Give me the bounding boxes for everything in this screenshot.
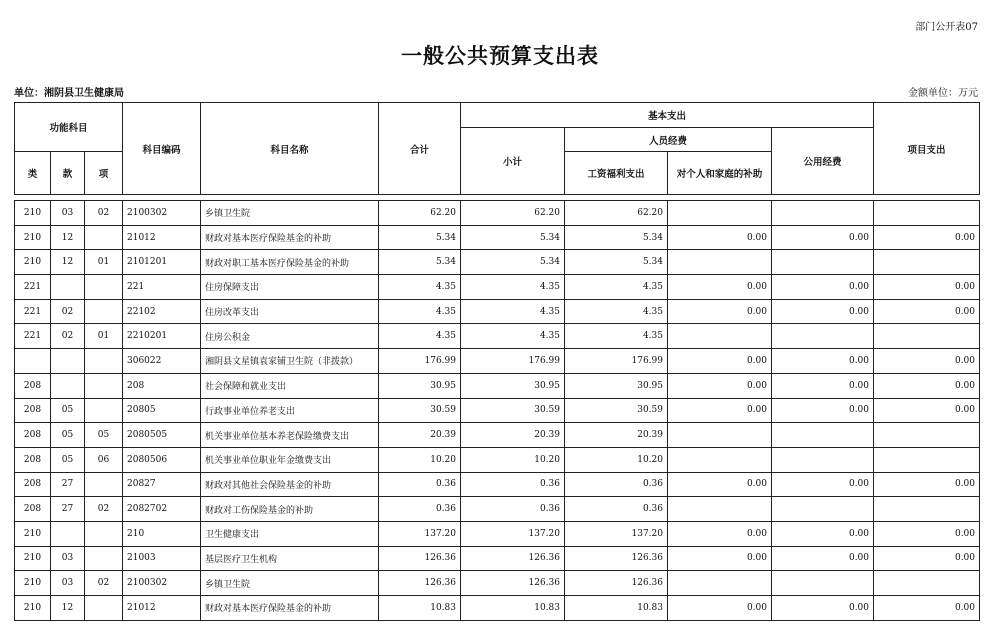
cell-lei: 208 <box>15 398 51 423</box>
cell-lei: 210 <box>15 250 51 275</box>
cell-public: 0.00 <box>772 349 874 374</box>
cell-name: 财政对基本医疗保险基金的补助 <box>201 225 379 250</box>
cell-project: 0.00 <box>874 275 980 300</box>
cell-kuan: 05 <box>51 398 85 423</box>
table-row <box>15 275 980 300</box>
cell-subtotal: 4.35 <box>461 324 565 349</box>
table-row <box>15 373 980 398</box>
cell-project: 0.00 <box>874 596 980 621</box>
cell-subsidy: 0.00 <box>668 349 772 374</box>
cell-name: 机关事业单位职业年金缴费支出 <box>201 447 379 472</box>
cell-project: 0.00 <box>874 299 980 324</box>
cell-xiang <box>85 596 123 621</box>
currency-unit-label: 金额单位：万元 <box>908 88 978 99</box>
cell-kuan <box>51 373 85 398</box>
cell-lei: 208 <box>15 472 51 497</box>
cell-lei: 221 <box>15 299 51 324</box>
cell-project: 0.00 <box>874 225 980 250</box>
cell-public: 0.00 <box>772 275 874 300</box>
cell-total: 10.83 <box>379 596 461 621</box>
cell-xiang <box>85 373 123 398</box>
cell-project <box>874 497 980 522</box>
cell-subsidy: 0.00 <box>668 373 772 398</box>
header-code: 科目编码 <box>123 103 201 195</box>
cell-code: 210 <box>123 521 201 546</box>
cell-code: 2082702 <box>123 497 201 522</box>
cell-total: 4.35 <box>379 324 461 349</box>
cell-kuan: 02 <box>51 324 85 349</box>
cell-code: 20827 <box>123 472 201 497</box>
cell-xiang: 01 <box>85 250 123 275</box>
table-row <box>15 472 980 497</box>
cell-total: 62.20 <box>379 201 461 226</box>
header-public: 公用经费 <box>772 128 874 195</box>
cell-lei: 208 <box>15 497 51 522</box>
cell-subtotal: 62.20 <box>461 201 565 226</box>
header-func-subject: 功能科目 <box>15 103 123 152</box>
cell-kuan: 27 <box>51 472 85 497</box>
cell-total: 137.20 <box>379 521 461 546</box>
cell-name: 财政对工伤保险基金的补助 <box>201 497 379 522</box>
cell-kuan: 05 <box>51 423 85 448</box>
cell-wages: 4.35 <box>565 275 668 300</box>
cell-public <box>772 497 874 522</box>
cell-public: 0.00 <box>772 299 874 324</box>
cell-total: 10.20 <box>379 447 461 472</box>
cell-total: 30.59 <box>379 398 461 423</box>
cell-public <box>772 324 874 349</box>
cell-wages: 30.95 <box>565 373 668 398</box>
table-row <box>15 250 980 275</box>
cell-name: 财政对基本医疗保险基金的补助 <box>201 596 379 621</box>
cell-subsidy: 0.00 <box>668 275 772 300</box>
cell-name: 乡镇卫生院 <box>201 201 379 226</box>
cell-lei <box>15 349 51 374</box>
cell-xiang <box>85 275 123 300</box>
cell-wages: 137.20 <box>565 521 668 546</box>
cell-xiang <box>85 546 123 571</box>
cell-xiang <box>85 225 123 250</box>
cell-subsidy: 0.00 <box>668 521 772 546</box>
cell-kuan: 02 <box>51 299 85 324</box>
cell-total: 5.34 <box>379 225 461 250</box>
cell-kuan: 03 <box>51 546 85 571</box>
cell-name: 住房改革支出 <box>201 299 379 324</box>
cell-code: 2080505 <box>123 423 201 448</box>
cell-total: 126.36 <box>379 571 461 596</box>
cell-project: 0.00 <box>874 373 980 398</box>
header-kuan: 款 <box>51 152 85 195</box>
header-lei: 类 <box>15 152 51 195</box>
cell-total: 30.95 <box>379 373 461 398</box>
table-row <box>15 447 980 472</box>
cell-subtotal: 126.36 <box>461 546 565 571</box>
cell-code: 2100302 <box>123 201 201 226</box>
cell-lei: 210 <box>15 546 51 571</box>
cell-xiang: 02 <box>85 571 123 596</box>
cell-xiang <box>85 398 123 423</box>
cell-public: 0.00 <box>772 225 874 250</box>
cell-project <box>874 447 980 472</box>
expenditure-table <box>14 102 980 621</box>
cell-subsidy <box>668 447 772 472</box>
header-wages: 工资福利支出 <box>565 152 668 195</box>
cell-xiang <box>85 299 123 324</box>
cell-subsidy <box>668 497 772 522</box>
cell-subtotal: 0.36 <box>461 497 565 522</box>
cell-subsidy: 0.00 <box>668 546 772 571</box>
cell-wages: 4.35 <box>565 299 668 324</box>
cell-public: 0.00 <box>772 546 874 571</box>
cell-lei: 208 <box>15 423 51 448</box>
cell-wages: 0.36 <box>565 497 668 522</box>
table-row <box>15 324 980 349</box>
cell-name: 财政对其他社会保险基金的补助 <box>201 472 379 497</box>
cell-subtotal: 30.59 <box>461 398 565 423</box>
header-basic: 基本支出 <box>461 103 874 128</box>
cell-lei: 221 <box>15 275 51 300</box>
cell-project <box>874 423 980 448</box>
cell-subsidy <box>668 423 772 448</box>
cell-lei: 208 <box>15 447 51 472</box>
table-row <box>15 349 980 374</box>
cell-total: 5.34 <box>379 250 461 275</box>
cell-wages: 5.34 <box>565 250 668 275</box>
cell-xiang: 02 <box>85 497 123 522</box>
header-total: 合计 <box>379 103 461 195</box>
cell-subtotal: 0.36 <box>461 472 565 497</box>
cell-subsidy: 0.00 <box>668 596 772 621</box>
cell-subtotal: 126.36 <box>461 571 565 596</box>
header-xiang: 项 <box>85 152 123 195</box>
cell-subtotal: 10.20 <box>461 447 565 472</box>
cell-subtotal: 137.20 <box>461 521 565 546</box>
cell-kuan: 03 <box>51 571 85 596</box>
cell-wages: 5.34 <box>565 225 668 250</box>
cell-wages: 126.36 <box>565 546 668 571</box>
cell-code: 208 <box>123 373 201 398</box>
table-number-label: 部门公开表07 <box>915 22 978 33</box>
cell-name: 卫生健康支出 <box>201 521 379 546</box>
table-row <box>15 299 980 324</box>
cell-name: 行政事业单位养老支出 <box>201 398 379 423</box>
header-subtotal: 小计 <box>461 128 565 195</box>
cell-total: 20.39 <box>379 423 461 448</box>
cell-project: 0.00 <box>874 521 980 546</box>
cell-name: 住房保障支出 <box>201 275 379 300</box>
cell-subsidy <box>668 250 772 275</box>
cell-subtotal: 176.99 <box>461 349 565 374</box>
cell-wages: 20.39 <box>565 423 668 448</box>
cell-wages: 176.99 <box>565 349 668 374</box>
cell-public <box>772 571 874 596</box>
cell-lei: 208 <box>15 373 51 398</box>
table-row <box>15 571 980 596</box>
cell-lei: 210 <box>15 521 51 546</box>
cell-total: 4.35 <box>379 275 461 300</box>
cell-wages: 62.20 <box>565 201 668 226</box>
cell-subsidy <box>668 201 772 226</box>
cell-code: 21012 <box>123 596 201 621</box>
cell-kuan: 27 <box>51 497 85 522</box>
cell-name: 机关事业单位基本养老保险缴费支出 <box>201 423 379 448</box>
table-body <box>15 201 980 621</box>
cell-wages: 4.35 <box>565 324 668 349</box>
cell-kuan <box>51 349 85 374</box>
cell-subtotal: 5.34 <box>461 225 565 250</box>
table-header <box>15 103 980 201</box>
cell-subtotal: 4.35 <box>461 275 565 300</box>
cell-project: 0.00 <box>874 546 980 571</box>
cell-kuan <box>51 275 85 300</box>
cell-wages: 30.59 <box>565 398 668 423</box>
header-name: 科目名称 <box>201 103 379 195</box>
cell-public: 0.00 <box>772 398 874 423</box>
table-row <box>15 423 980 448</box>
cell-xiang: 01 <box>85 324 123 349</box>
cell-wages: 10.83 <box>565 596 668 621</box>
cell-lei: 210 <box>15 225 51 250</box>
cell-kuan <box>51 521 85 546</box>
cell-project <box>874 571 980 596</box>
cell-public <box>772 423 874 448</box>
cell-public: 0.00 <box>772 373 874 398</box>
cell-total: 126.36 <box>379 546 461 571</box>
cell-name: 基层医疗卫生机构 <box>201 546 379 571</box>
cell-code: 221 <box>123 275 201 300</box>
cell-public: 0.00 <box>772 596 874 621</box>
table-row <box>15 398 980 423</box>
header-project: 项目支出 <box>874 103 980 195</box>
unit-label: 单位：湘阴县卫生健康局 <box>14 88 124 99</box>
cell-public: 0.00 <box>772 521 874 546</box>
cell-subtotal: 10.83 <box>461 596 565 621</box>
cell-code: 306022 <box>123 349 201 374</box>
cell-public <box>772 447 874 472</box>
cell-subsidy: 0.00 <box>668 299 772 324</box>
cell-public <box>772 250 874 275</box>
cell-total: 4.35 <box>379 299 461 324</box>
cell-lei: 210 <box>15 201 51 226</box>
cell-total: 176.99 <box>379 349 461 374</box>
cell-lei: 210 <box>15 596 51 621</box>
cell-code: 20805 <box>123 398 201 423</box>
cell-xiang: 05 <box>85 423 123 448</box>
cell-public <box>772 201 874 226</box>
cell-code: 21012 <box>123 225 201 250</box>
table-row <box>15 596 980 621</box>
cell-wages: 0.36 <box>565 472 668 497</box>
cell-subtotal: 30.95 <box>461 373 565 398</box>
cell-wages: 10.20 <box>565 447 668 472</box>
cell-subsidy: 0.00 <box>668 472 772 497</box>
cell-subtotal: 4.35 <box>461 299 565 324</box>
table-row <box>15 497 980 522</box>
cell-subtotal: 5.34 <box>461 250 565 275</box>
cell-kuan: 03 <box>51 201 85 226</box>
cell-name: 住房公积金 <box>201 324 379 349</box>
table-row <box>15 546 980 571</box>
cell-xiang <box>85 349 123 374</box>
cell-kuan: 12 <box>51 596 85 621</box>
cell-total: 0.36 <box>379 472 461 497</box>
page-title: 一般公共预算支出表 <box>401 43 599 68</box>
cell-project <box>874 250 980 275</box>
cell-lei: 221 <box>15 324 51 349</box>
table-row <box>15 225 980 250</box>
cell-code: 2101201 <box>123 250 201 275</box>
header-personnel: 人员经费 <box>565 128 772 152</box>
cell-name: 社会保障和就业支出 <box>201 373 379 398</box>
cell-subsidy <box>668 324 772 349</box>
cell-lei: 210 <box>15 571 51 596</box>
cell-code: 2080506 <box>123 447 201 472</box>
cell-name: 乡镇卫生院 <box>201 571 379 596</box>
table-row <box>15 521 980 546</box>
cell-total: 0.36 <box>379 497 461 522</box>
cell-xiang <box>85 472 123 497</box>
cell-name: 湘阴县文星镇袁家铺卫生院（非拨款） <box>201 349 379 374</box>
cell-kuan: 12 <box>51 250 85 275</box>
header-subsidy: 对个人和家庭的补助 <box>668 152 772 195</box>
cell-project: 0.00 <box>874 349 980 374</box>
cell-kuan: 05 <box>51 447 85 472</box>
cell-xiang: 06 <box>85 447 123 472</box>
cell-code: 2210201 <box>123 324 201 349</box>
cell-public: 0.00 <box>772 472 874 497</box>
cell-name: 财政对职工基本医疗保险基金的补助 <box>201 250 379 275</box>
cell-project: 0.00 <box>874 398 980 423</box>
cell-subsidy: 0.00 <box>668 225 772 250</box>
cell-xiang: 02 <box>85 201 123 226</box>
table-row <box>15 201 980 226</box>
cell-code: 21003 <box>123 546 201 571</box>
cell-project <box>874 324 980 349</box>
cell-code: 22102 <box>123 299 201 324</box>
cell-subtotal: 20.39 <box>461 423 565 448</box>
cell-code: 2100302 <box>123 571 201 596</box>
cell-project <box>874 201 980 226</box>
cell-kuan: 12 <box>51 225 85 250</box>
cell-subsidy <box>668 571 772 596</box>
cell-subsidy: 0.00 <box>668 398 772 423</box>
cell-wages: 126.36 <box>565 571 668 596</box>
cell-project: 0.00 <box>874 472 980 497</box>
cell-xiang <box>85 521 123 546</box>
